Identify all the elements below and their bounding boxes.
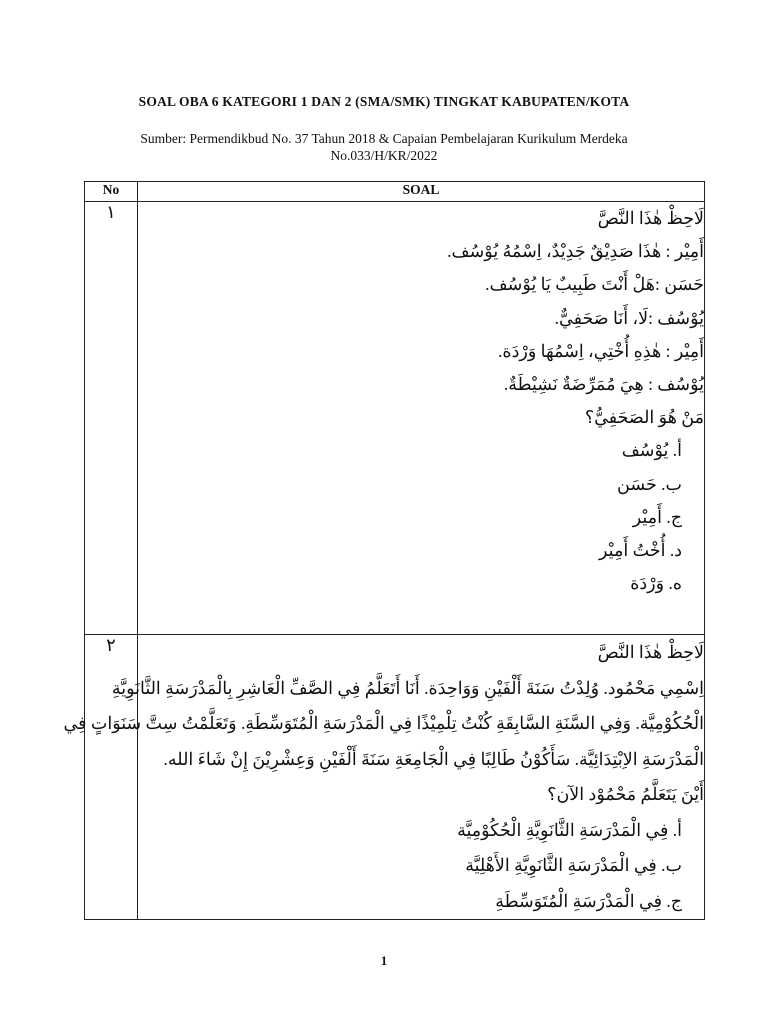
question-number-1: ١ [85,202,138,635]
header-no: No [85,182,138,202]
question-content-1 [138,202,705,635]
dialogue-line: أَمِيْر : هٰذَا صَدِيْقٌ جَدِيْدٌ، اِسْمُهُ يُوْسُف. [447,241,704,262]
question-content-2 [63,635,705,920]
dialogue-line: حَسَن :هَلْ أَنْتَ طَبِيبٌ يَا يُوْسُف. [485,274,704,295]
answer-option: ب. فِي الْمَدْرَسَةِ الثَّانَوِيَّةِ الأَهْلِيَّة [465,855,682,875]
table-header-row [85,182,705,202]
passage-line: الْحُكُوْمِيَّة. وَفِي السَّنَةِ السَّابِقَةِ كُنْتُ تِلْمِيْذًا فِي الْمَدْرَسَةِ الْمُتَوَسِّطَةِ. وَتَعَلَّمْتُ سِتَّ سَنَوَاتٍ فِي [63,713,704,733]
question-number-2: ٢ [85,635,138,920]
question-1-prompt: مَنْ هُوَ الصَحَفِيُّ؟ [584,407,704,428]
answer-option: ه. وَرْدَة [630,573,682,594]
document-title: SOAL OBA 6 KATEGORI 1 DAN 2 (SMA/SMK) TINGKAT KABUPATEN/KOTA [138,94,630,109]
header-soal: SOAL [138,182,705,202]
answer-option: د. أُخْتُ أَمِيْر [599,540,682,561]
passage-line: الْمَدْرَسَةِ الاِبْتِدَائِيَّة. سَأَكُوْنُ طَالِبًا فِي الْجَامِعَةِ سَنَةَ أَلْفَيْنِ وَعِشْرِيْنَ إِنْ شَاءَ الله. [163,748,704,769]
answer-option: أ. فِي الْمَدْرَسَةِ الثَّانَوِيَّةِ الْحُكُوْمِيَّة [457,819,682,840]
source-line-1: Sumber: Permendikbud No. 37 Tahun 2018 & Capaian Pembelajaran Kurikulum Merdeka [140,131,628,146]
question-2-prompt: أَيْنَ يَتَعَلَّمُ مَحْمُوْد الآن؟ [547,784,704,804]
answer-option: أ. يُوْسُف [621,440,682,461]
passage-line: اِسْمِي مَحْمُود. وُلِدْتُ سَنَةَ أَلْفَيْنِ وَوَاحِدَة. أَنَا أَتَعَلَّمُ فِي الصَّفِّ الْعَاشِرِ بِالْمَدْرَسَةِ الثَّانَوِيَّةِ [111,677,704,698]
dialogue-line: يُوْسُف : هِيَ مُمَرِّضَةٌ نَشِيْطَةٌ. [503,374,704,395]
question-2-instruction: لَاحِظْ هٰذَا النَّصَّ [597,642,704,662]
answer-option: ج. فِي الْمَدْرَسَةِ الْمُتَوَسِّطَةِ [495,890,682,911]
page-number: 1 [380,954,388,968]
answer-option: ب. حَسَن [617,473,682,494]
question-row-2 [85,635,705,920]
answer-option: ج. أَمِيْر [632,506,682,527]
question-row-1 [85,202,705,635]
questions-table [63,181,705,920]
dialogue-line: أَمِيْر : هٰذِهِ أُخْتِي، اِسْمُهَا وَرْدَة. [498,340,704,361]
dialogue-line: يُوْسُف :لَا، أَنَا صَحَفِيٌّ. [554,307,704,328]
question-1-instruction: لَاحِظْ هٰذَا النَّصَّ [597,208,704,228]
source-reference [0,130,768,164]
source-line-2: No.033/H/KR/2022 [330,148,438,163]
